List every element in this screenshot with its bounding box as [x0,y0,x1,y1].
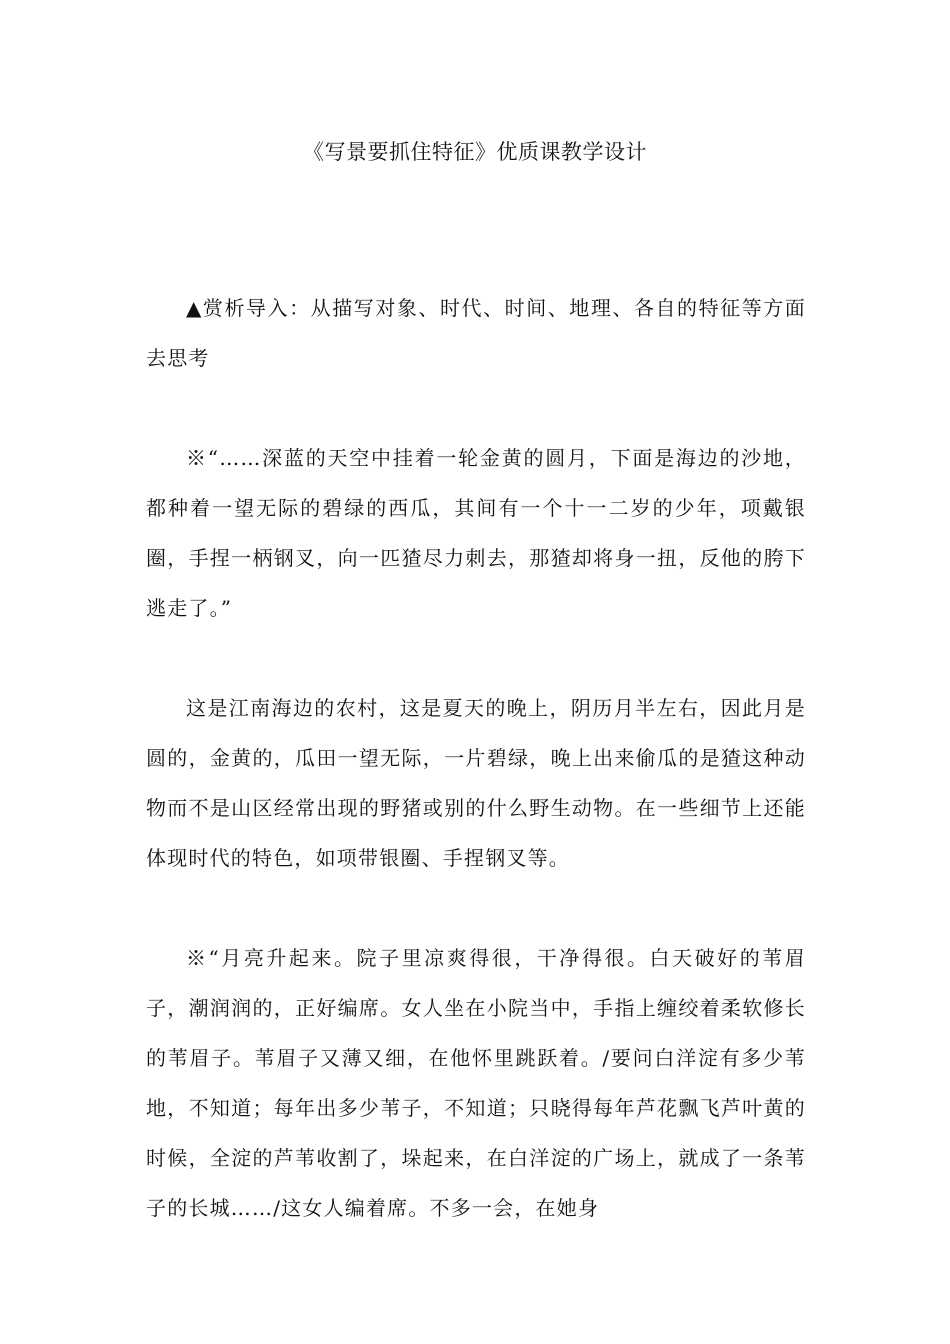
paragraph-quote-2: ※“月亮升起来。院子里凉爽得很，干净得很。白天破好的苇眉子，潮润润的，正好编席。女人坐在小院当中，手指上缠绞着柔软修长的苇眉子。苇眉子又薄又细，在他怀里跳跃着。/要问白洋淀有多少苇地，不知道；每年出多少苇子，不知道；只晓得每年芦花飘飞芦叶黄的时候，全淀的芦苇收割了，垛起来，在白洋淀的广场上，就成了一条苇子的长城……/这女人编着席。不多一会，在她身 [146,946,806,1220]
paragraph-gap [146,883,806,933]
document-title: 《写景要抓住特征》优质课教学设计 [303,140,647,164]
document-body [146,283,806,1233]
paragraph-analysis-1: 这是江南海边的农村，这是夏天的晚上，阴历月半左右，因此月是圆的，金黄的，瓜田一望无际，一片碧绿，晚上出来偷瓜的是猹这种动物而不是山区经常出现的野猪或别的什么野生动物。在一些细节上还能体现时代的特色，如项带银圈、手捏钢叉等。 [146,696,806,870]
paragraph-gap [146,383,806,433]
paragraph-quote-1: ※“……深蓝的天空中挂着一轮金黄的圆月，下面是海边的沙地，都种着一望无际的碧绿的西瓜，其间有一个十一二岁的少年，项戴银圈，手捏一柄钢叉，向一匹猹尽力刺去，那猹却将身一扭，反他的胯下逃走了。” [146,446,806,620]
paragraph-gap [146,633,806,683]
paragraph-intro: ▲赏析导入：从描写对象、时代、时间、地理、各自的特征等方面去思考 [146,296,806,370]
